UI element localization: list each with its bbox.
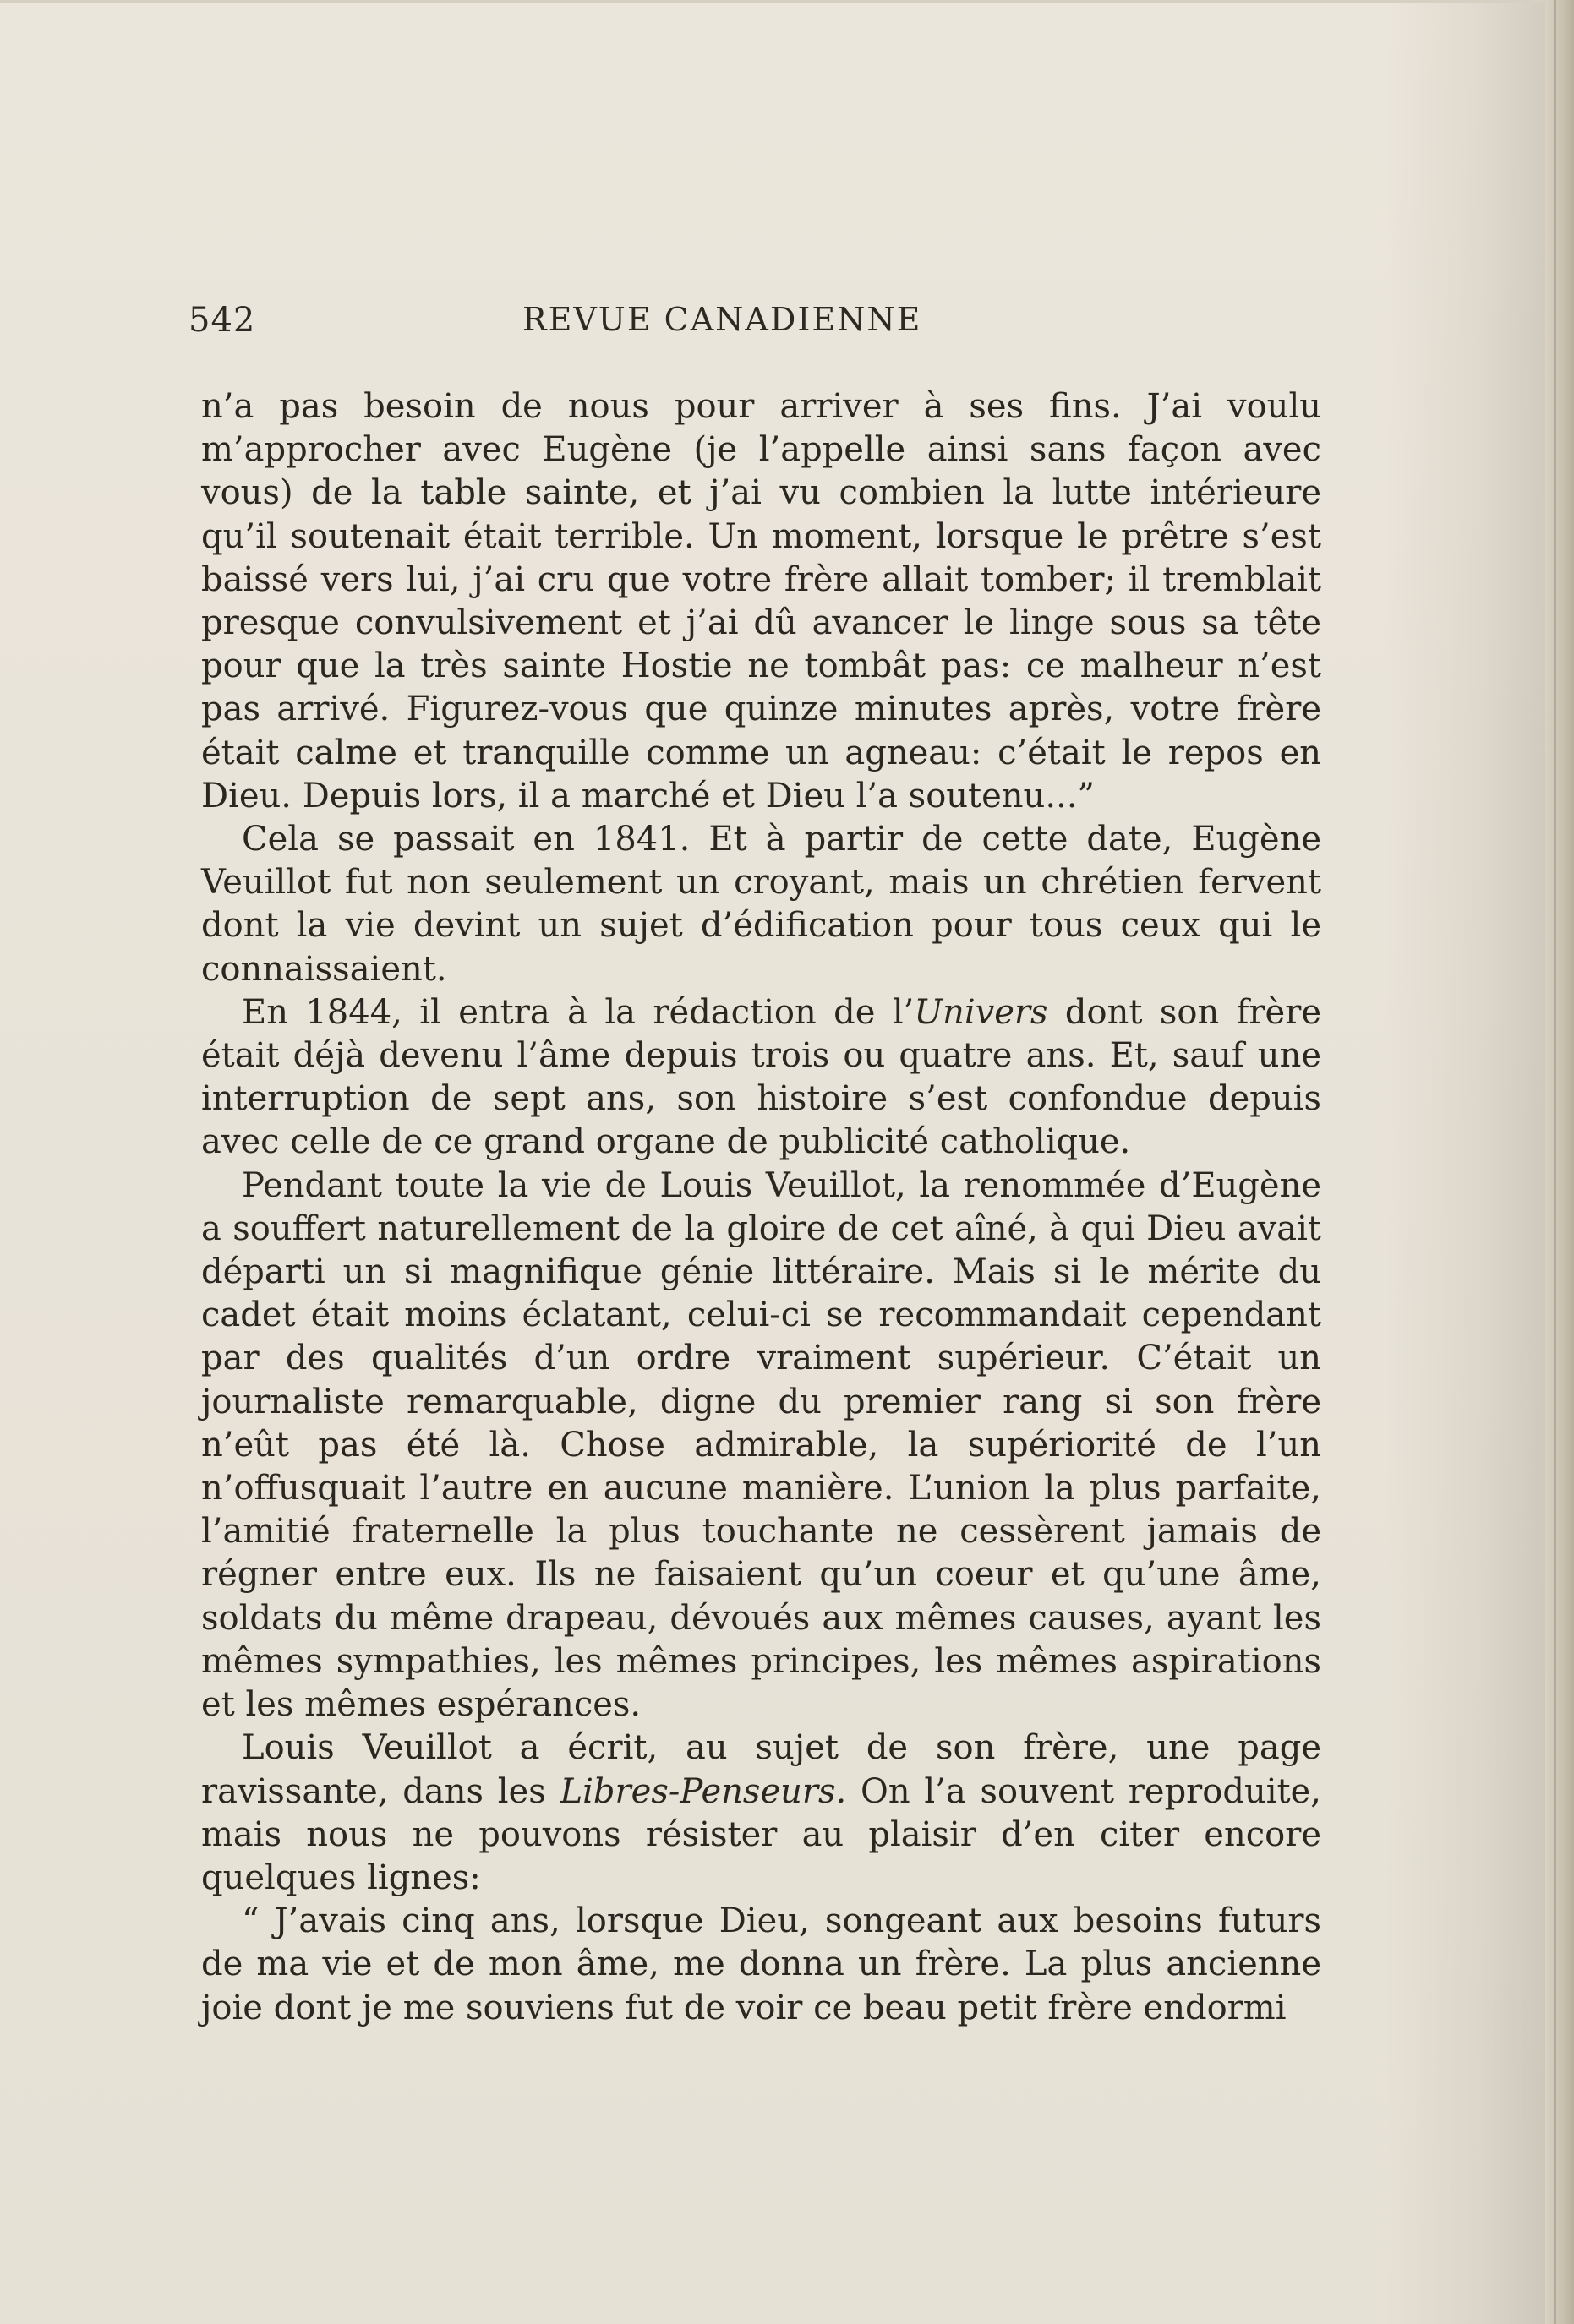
paragraph-univers-before: En 1844, il entra à la rédaction de l’ bbox=[242, 992, 915, 1032]
paragraph-libres-before: Louis Veuillot a écrit, au sujet de son frère, une page ravissante, dans les bbox=[201, 1728, 1321, 1811]
paragraph-brothers: Pendant toute la vie de Louis Veuillot, la renommée d’Eugène a souffert naturellement de la gloire de cet aîné, à qui Dieu avait départi un si magnifique génie littéraire. Mais si le mérite du cadet était moins éclatant, celui-ci se recommandait cependant par des qualités d’un ordre vraiment supérieur. C’était un journaliste remarquable, digne du premier rang si son frère n’eût pas été là. Chose admirable, la supériorité de l’un n’offusquait l’autre en aucune manière. L’union la plus parfaite, l’amitié fraternelle la plus touchante ne cessèrent jamais de régner entre eux. Ils ne faisaient qu’un coeur et qu’une âme, soldats du même drapeau, dévoués aux mêmes causes, ayant les mêmes sympathies, les mêmes principes, les mêmes aspirations et les mêmes espérances. bbox=[201, 1165, 1321, 1725]
page-gutter-edge bbox=[1545, 0, 1574, 2324]
paragraph-conversion: Cela se passait en 1841. Et à partir de cette date, Eugène Veuillot fut non seulement un croyant, mais un chrétien fervent dont la vie devint un sujet d’édification pour tous ceux qui le connaissaient. bbox=[201, 820, 1321, 989]
paragraph-quote-continuation: n’a pas besoin de nous pour arriver à ses fins. J’ai voulu m’approcher avec Eugène (je l’appelle ainsi sans façon avec vous) de la table sainte, et j’ai vu combien la lutte intérieure qu’il soutenait était terrible. Un moment, lorsque le prêtre s’est baissé vers lui, j’ai cru que votre frère allait tomber; il tremblait presque convulsivement et j’ai dû avancer le linge sous sa tête pour que la très sainte Hostie ne tombât pas: ce malheur n’est pas arrivé. Figurez-vous que quinze minutes après, votre frère était calme et tranquille comme un agneau: c’était le repos en Dieu. Depuis lors, il a marché et Dieu l’a soutenu...” bbox=[201, 387, 1321, 816]
paragraph-quotation: “ J’avais cinq ans, lorsque Dieu, songeant aux besoins futurs de ma vie et de mon âme, me donna un frère. La plus ancienne joie dont je me souviens fut de voir ce beau petit frère endormi bbox=[201, 1901, 1321, 2027]
journal-title: REVUE CANADIENNE bbox=[522, 301, 922, 338]
page-number: 542 bbox=[189, 301, 256, 340]
paragraph-libres-penseurs bbox=[201, 1727, 1321, 1900]
body-text bbox=[201, 385, 1321, 2030]
univers-title: Univers bbox=[914, 992, 1048, 1032]
paragraph-univers-after: dont son frère était déjà devenu l’âme depuis trois ou quatre ans. Et, sauf une interruption de sept ans, son histoire s’est confondue depuis avec celle de ce grand organe de publicité catholique. bbox=[201, 992, 1322, 1162]
top-edge bbox=[0, 0, 1574, 3]
libres-penseurs-title: Libres-Penseurs. bbox=[560, 1771, 847, 1811]
running-head bbox=[189, 301, 1321, 352]
paragraph-univers bbox=[201, 991, 1321, 1165]
paragraph-libres-after: On l’a souvent reproduite, mais nous ne pouvons résister au plaisir d’en citer encore quelques lignes: bbox=[201, 1771, 1321, 1897]
